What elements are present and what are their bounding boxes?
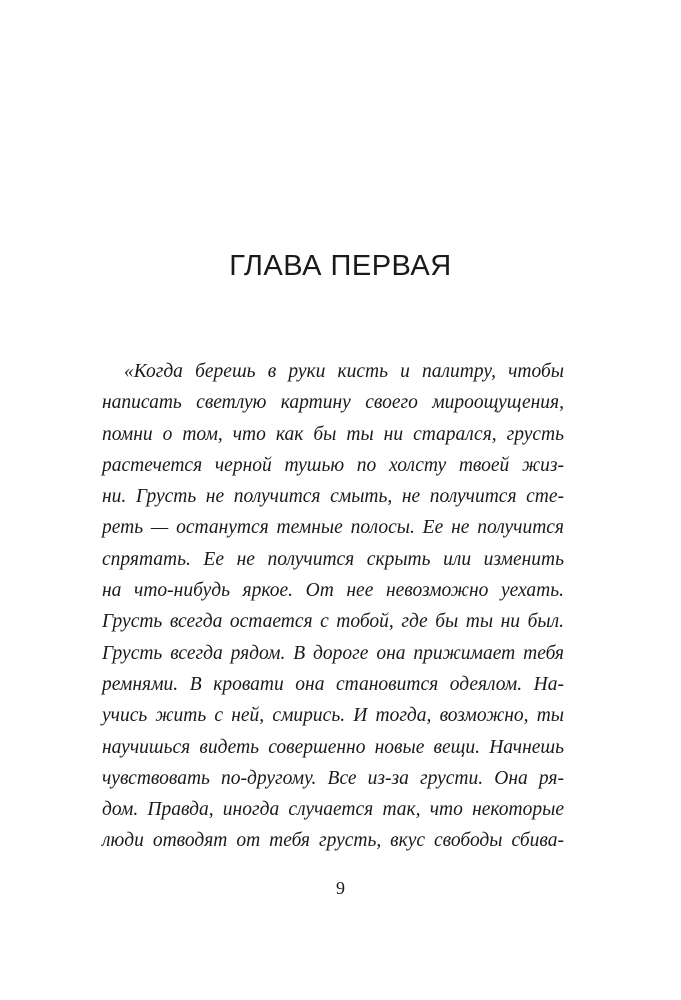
text-line: чувствовать по-другому. Все из-за грусти. Она ря- (102, 767, 564, 789)
body-text (102, 356, 564, 857)
text-line: «Когда берешь в руки кисть и палитру, чтобы (124, 361, 564, 382)
text-line: Грусть всегда остается с тобой, где бы ты ни был. (102, 611, 564, 633)
text-line: растечется черной тушью по холсту твоей жиз- (102, 454, 564, 476)
page-number: 9 (336, 878, 345, 898)
text-line: люди отводят от тебя грусть, вкус свободы сбива- (102, 830, 564, 852)
text-line: дом. Правда, иногда случается так, что некоторые (102, 799, 564, 821)
text-line: реть — останутся темные полосы. Ее не получится (102, 517, 564, 539)
text-line: учись жить с ней, смирись. И тогда, возможно, ты (102, 705, 564, 727)
text-line: на что-нибудь яркое. От нее невозможно уехать. (102, 580, 564, 602)
text-line: ремнями. В кровати она становится одеялом. На- (102, 673, 564, 695)
text-line: Грусть всегда рядом. В дороге она прижимает тебя (102, 642, 564, 664)
text-line: ни. Грусть не получится смыть, не получится сте- (102, 486, 564, 508)
text-line: научишься видеть совершенно новые вещи. Начнешь (102, 736, 564, 758)
text-line: написать светлую картину своего мироощущения, (102, 392, 564, 414)
text-line: спрятать. Ее не получится скрыть или изменить (102, 548, 564, 570)
text-line: помни о том, что как бы ты ни старался, грусть (102, 423, 564, 445)
chapter-title: ГЛАВА ПЕРВАЯ (229, 250, 452, 282)
